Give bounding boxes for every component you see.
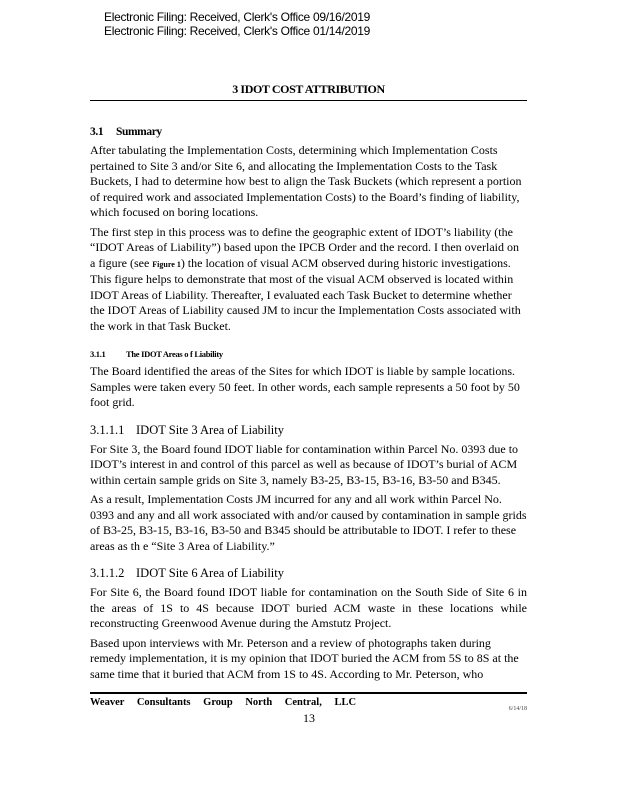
heading-number: 3.1.1 <box>90 349 106 359</box>
heading-3-1-1 <box>90 348 527 360</box>
stamp-line-a: Electronic Filing: Received, Clerk's Office 09/16/2019 <box>104 10 371 24</box>
text: ) the location of visual ACM observed during historic investigations. This figure helps to demonstrate that most of the visual ACM observed is located within IDOT Areas of Liability. Thereafter, I evaluated each Task Bucket to determine whether the IDOT Areas of Liability caused JM to incur the Implementation Costs associated with the work in that Task Bucket. <box>90 255 521 333</box>
heading-number: 3.1 <box>90 126 104 138</box>
heading-3-1 <box>90 125 527 139</box>
figure-reference-link[interactable]: Figure 1 <box>152 259 181 269</box>
stamp-line-b: Electronic Filing: Received, Clerk's Office 01/14/2019 <box>104 24 371 38</box>
section-title: 3 IDOT COST ATTRIBUTION <box>232 82 385 96</box>
heading-number: 3.1.1.1 <box>90 422 125 437</box>
footer-date: 6/14/18 <box>508 706 527 712</box>
page-footer <box>90 692 527 712</box>
electronic-filing-stamp <box>0 0 618 38</box>
paragraph: The Board identified the areas of the Sites for which IDOT is liable by sample locations. Samples were taken every 50 feet. In other words, each sample represents a 50 foot by 50 foot grid. <box>90 364 520 409</box>
footer-rule <box>90 692 527 694</box>
document-page <box>90 82 527 712</box>
heading-text: IDOT Site 3 Area of Liability <box>136 422 285 437</box>
paragraph: For Site 6, the Board found IDOT liable for contamination on the South Side of Site 6 in the areas of 1S to 4S because IDOT buried ACM waste in these locations while reconstructing Greenwood Avenue during the Amstutz Project. <box>90 585 527 630</box>
title-rule <box>90 100 527 101</box>
text: The first step in this process was to define the geographic extent of IDOT’s liability (the “IDOT Areas of Liability”) based upon the IPCB Order and the record. I then overlaid on a figure (see <box>90 224 519 270</box>
heading-3-1-1-2 <box>90 566 527 581</box>
paragraph: As a result, Implementation Costs JM incurred for any and all work within Parcel No. 0393 and any and all work associated with and/or caused by contamination in sample grids of B3-25, B3-15, B3-16, B3-50 and B345 should be attributable to IDOT. I refer to these areas as th e “Site 3 Area of Liability.” <box>90 492 527 553</box>
paragraph: After tabulating the Implementation Costs, determining which Implementation Costs pertained to Site 3 and/or Site 6, and allocating the Implementation Costs to the Task Buckets, I had to determine how best to align the Task Buckets (which represent a portion of required work and associated Implementation Costs) to the Board’s finding of liability, which focused on boring locations. <box>90 143 522 219</box>
heading-number: 3.1.1.2 <box>90 566 125 580</box>
firm-name: Weaver Consultants Group North Central, LLC <box>90 697 357 708</box>
paragraph <box>90 225 527 335</box>
heading-text: Summary <box>116 126 162 138</box>
heading-text: IDOT Site 6 Area of Liability <box>136 566 285 580</box>
heading-3-1-1-1 <box>90 423 527 438</box>
page-number: 13 <box>303 711 315 725</box>
paragraph: Based upon interviews with Mr. Peterson and a review of photographs taken during remedy implementation, it is my opinion that IDOT buried the ACM from 5S to 8S at the same time that it buried that ACM from 1S to 4S. According to Mr. Peterson, who <box>90 635 519 681</box>
heading-text: The IDOT Areas o f Liability <box>126 349 223 359</box>
paragraph: For Site 3, the Board found IDOT liable for contamination within Parcel No. 0393 due to IDOT’s interest in and control of this parcel as well as because of IDOT’s burial of ACM within certain sample grids on Site 3, namely B3-25, B3-15, B3-16, B3-50 and B345. <box>90 441 519 487</box>
